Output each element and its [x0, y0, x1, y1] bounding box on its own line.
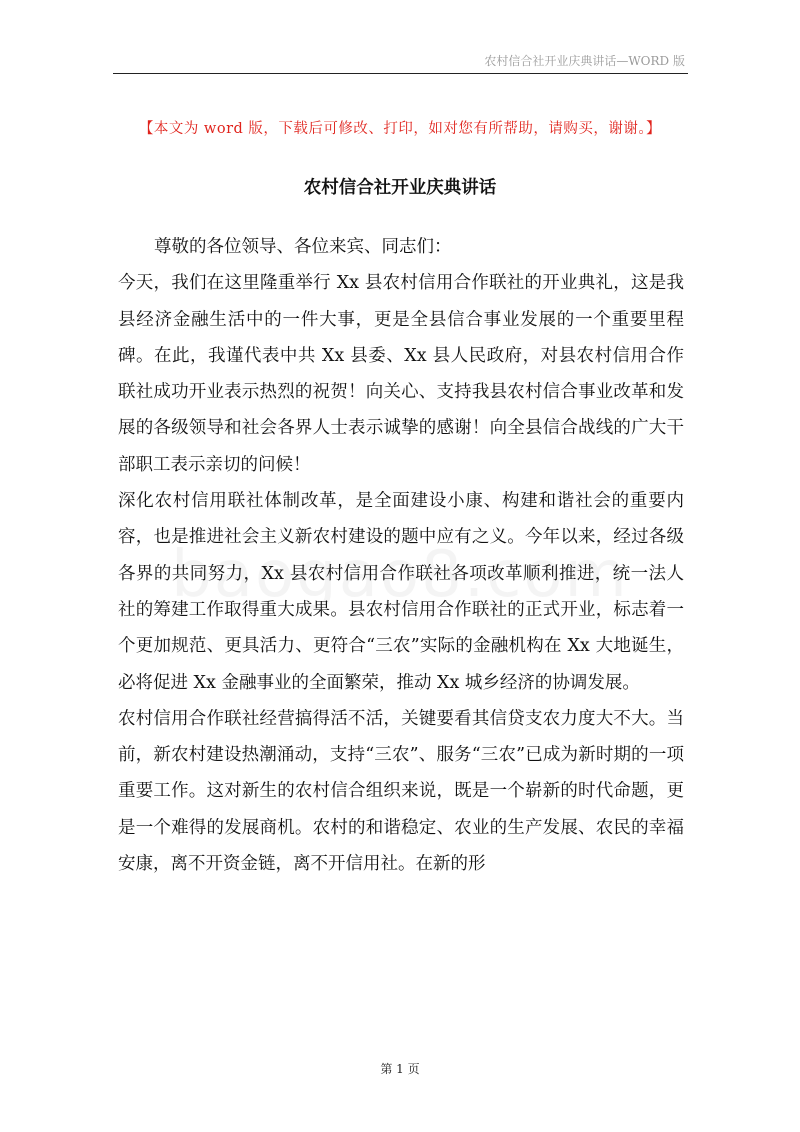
- body-paragraph: 农村信用合作联社经营搞得活不活，关键要看其信贷支农力度大不大。当前，新农村建设热潮涌动，支持“三农”、服务“三农”已成为新时期的一项重要工作。这对新生的农村信合组织来说，既是一个崭新的时代命题，更是一个难得的发展商机。农村的和谐稳定、农业的生产发展、农民的幸福安康，离不开资金链，离不开信用社。在新的形: [118, 708, 684, 875]
- download-notice: 【本文为 word 版，下载后可修改、打印，如对您有所帮助，请购买，谢谢。】: [138, 121, 662, 137]
- page-number: 第 1 页: [380, 1062, 420, 1076]
- document-title: 农村信合社开业庆典讲话: [303, 178, 497, 198]
- salutation-paragraph: 尊敬的各位领导、各位来宾、同志们：: [154, 237, 452, 257]
- header-divider: [113, 73, 688, 74]
- running-header: 农村信合社开业庆典讲话—WORD 版: [484, 54, 685, 68]
- document-body: [118, 229, 684, 882]
- body-paragraph: 深化农村信用联社体制改革，是全面建设小康、构建和谐社会的重要内容，也是推进社会主义新农村建设的题中应有之义。今年以来，经过各级各界的共同努力，Xx 县农村信用合作联社各项改革顺利推进，统一法人社的筹建工作取得重大成果。县农村信用合作联社的正式开业，标志着一个更加规范、更具活力、更符合“三农”实际的金融机构在 Xx 大地诞生，必将促进 Xx 金融事业的全面繁荣，推动 Xx 城乡经济的协调发展。: [118, 491, 684, 693]
- body-paragraph: 今天，我们在这里隆重举行 Xx 县农村信用合作联社的开业典礼，这是我县经济金融生活中的一件大事，更是全县信合事业发展的一个重要里程碑。在此，我谨代表中共 Xx 县委、Xx 县人民政府，对县农村信用合作联社成功开业表示热烈的祝贺！向关心、支持我县农村信合事业改革和发展的各级领导和社会各界人士表示诚挚的感谢！向全县信合战线的广大干部职工表示亲切的问候！: [118, 273, 684, 475]
